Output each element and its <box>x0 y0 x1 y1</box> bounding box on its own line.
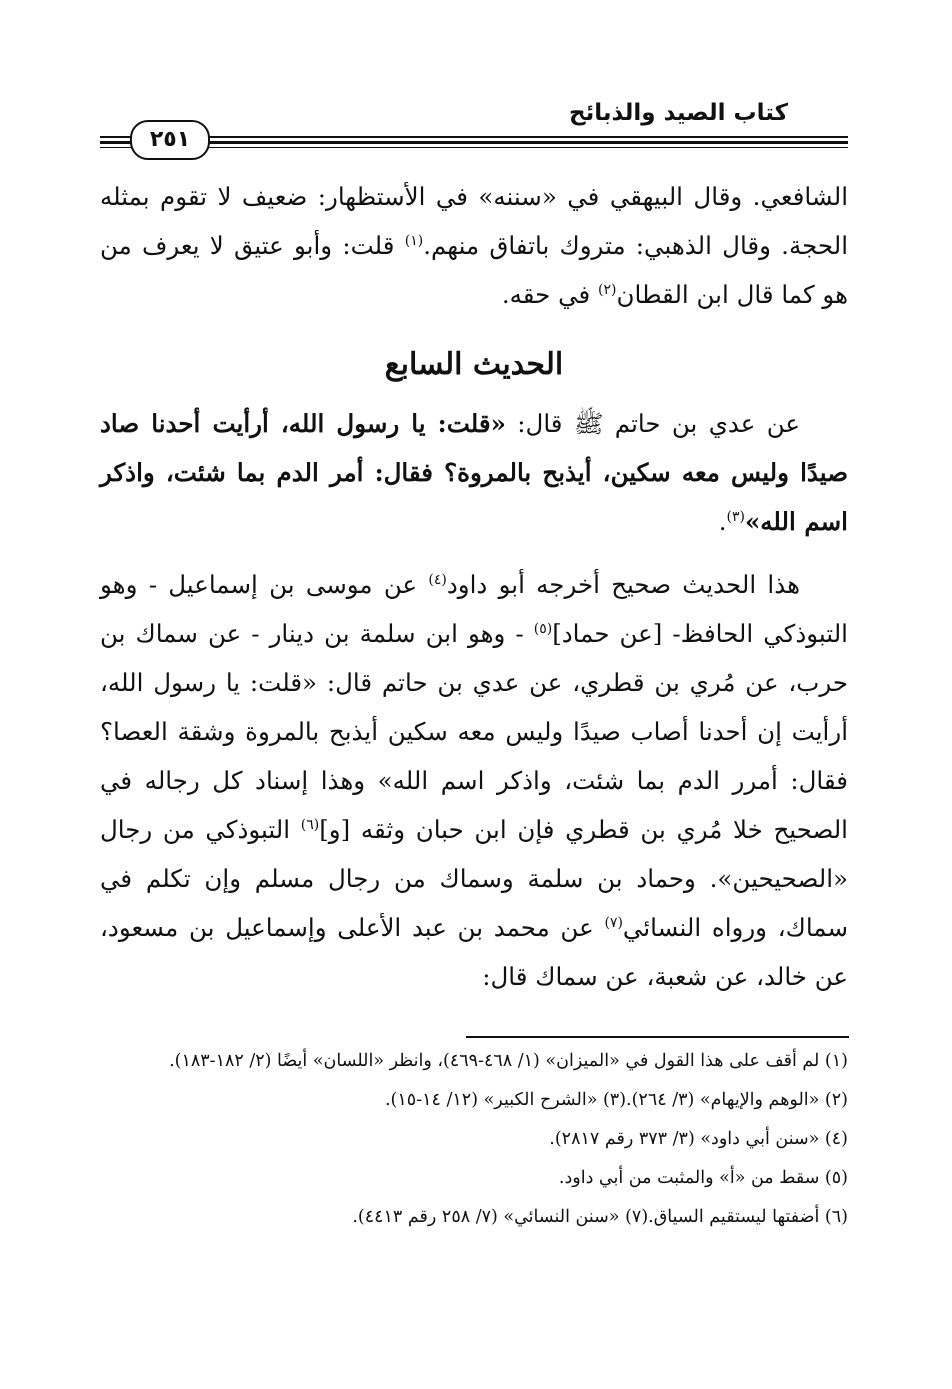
footnote-5: (٥) سقط من «أ» والمثبت من أبي داود. <box>558 1168 848 1188</box>
header-rule-line <box>100 141 848 144</box>
footnote-1: (١) لم أقف على هذا القول في «الميزان» (١/ ٤٦٨-٤٦٩)، وانظر «اللسان» أيضًا (٢/ ١٨٢-١٨٣). <box>169 1051 848 1071</box>
paragraph-text: التبوذكي من رجال «الصحيحين». وحماد بن سلمة وسماك من رجال مسلم وإن تكلم في سماك، ورواه النسائي <box>100 815 848 942</box>
footnotes <box>100 1046 848 1241</box>
footnote-ref: (٦) <box>300 816 320 833</box>
footnote-ref: (٥) <box>533 620 553 637</box>
hadith-end: . <box>718 507 727 536</box>
running-title: كتاب الصيد والذبائح <box>569 100 788 126</box>
footnote-row <box>100 1085 848 1115</box>
footnote-ref: (٢) <box>598 281 617 298</box>
header-rule <box>100 136 848 148</box>
section-heading: الحديث السابع <box>384 347 564 382</box>
footnote-3: (٣) «الشرح الكبير» (١٢/ ١٤-١٥). <box>384 1090 627 1110</box>
footnote-row <box>100 1202 848 1232</box>
paragraph-text: عن موسى بن إسماعيل - وهو التبوذكي الحافظ- [عن حماد] <box>100 570 848 648</box>
page-header <box>100 92 848 162</box>
header-rule-line <box>100 136 848 138</box>
footnote-4: (٤) «سنن أبي داود» (٣/ ٣٧٣ رقم ٢٨١٧). <box>549 1129 848 1149</box>
footnote-7: (٧) «سنن النسائي» (٧/ ٢٥٨ رقم ٤٤١٣). <box>352 1207 649 1227</box>
header-rule-line <box>100 147 848 148</box>
main-text <box>100 172 848 1001</box>
paragraph-text: عن محمد بن عبد الأعلى وإسماعيل بن مسعود، عن خالد، عن شعبة، عن سماك قال: <box>100 913 848 991</box>
footnote-separator <box>466 1036 849 1038</box>
paragraph-text: هذا الحديث صحيح أخرجه أبو داود <box>446 570 800 599</box>
footnote-ref: (١) <box>404 232 424 249</box>
paragraph <box>100 172 848 319</box>
page-number: ٢٥١ <box>130 120 210 160</box>
footnote-ref: (٧) <box>604 914 623 931</box>
paragraph-text: الشافعي. وقال البيهقي في «سننه» في الأستظهار: ضعيف لا تقوم بمثله الحجة. وقال الذهبي: متروك باتفاق منهم. <box>100 182 849 260</box>
footnote-2: (٢) «الوهم والإيهام» (٣/ ٢٦٤). <box>626 1090 848 1110</box>
paragraph-text: قلت: وأبو عتيق لا يعرف من هو كما قال ابن القطان <box>100 231 848 309</box>
footnote-ref: (٤) <box>428 571 447 588</box>
hadith-text <box>100 399 848 546</box>
hadith-intro: عن عدي بن حاتم ﷺ قال: <box>505 409 800 438</box>
paragraph <box>100 560 848 1001</box>
footnote-ref: (٣) <box>726 508 745 525</box>
hadith-quote: «قلت: يا رسول الله، أرأيت أحدنا صاد صيدًا وليس معه سكين، أيذبح بالمروة؟ فقال: أمر الدم بما شئت، واذكر اسم الله» <box>100 409 848 536</box>
paragraph-text: - وهو ابن سلمة بن دينار - عن سماك بن حرب، عن مُري بن قطري، عن عدي بن حاتم قال: «قلت: يا رسول الله، أرأيت إن أحدنا أصاب صيدًا وليس معه سكين أيذبح بالمروة وشقة العصا؟ فقال: أمرر الدم بما شئت، واذكر اسم الله» وهذا إسناد كل رجاله في الصحيح خلا مُري بن قطري فإن ابن حبان وثقه [و] <box>100 619 848 844</box>
footnote-6: (٦) أضفتها ليستقيم السياق. <box>648 1207 848 1227</box>
paragraph-text: في حقه. <box>501 280 599 309</box>
